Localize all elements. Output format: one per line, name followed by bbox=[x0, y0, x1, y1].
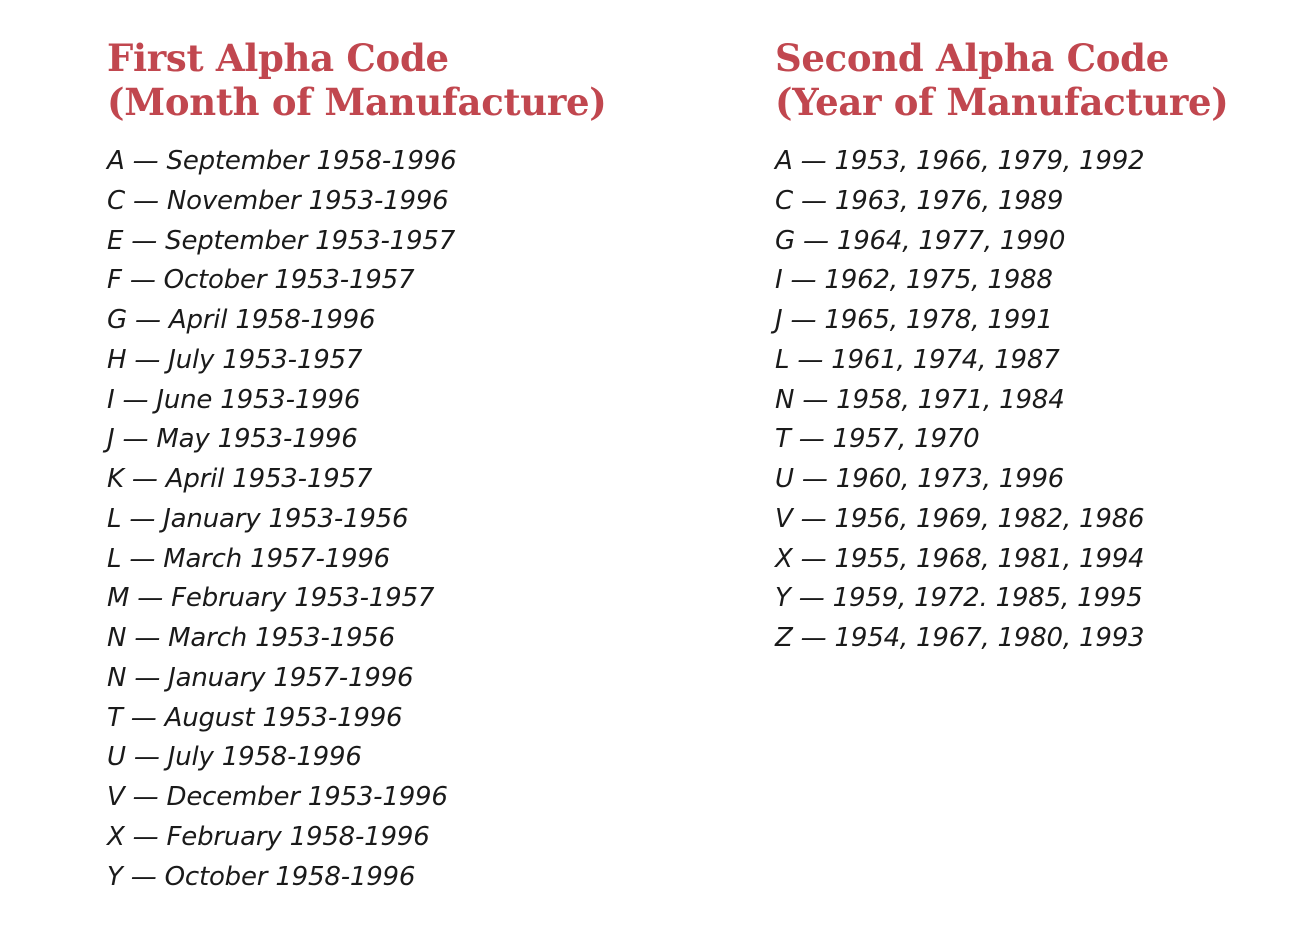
month-code-entry: L — March 1957-1996 bbox=[107, 543, 391, 574]
year-code-entry: C — 1963, 1976, 1989 bbox=[775, 185, 1064, 216]
month-code-entry: U — July 1958-1996 bbox=[107, 742, 362, 773]
month-code-heading bbox=[107, 36, 707, 124]
year-code-entry: J — 1965, 1978, 1991 bbox=[775, 305, 1053, 335]
year-code-title: Second Alpha Code bbox=[775, 36, 1169, 80]
month-code-entry: Y — October 1958-1996 bbox=[107, 861, 416, 892]
month-code-entry: I — June 1953-1996 bbox=[107, 384, 361, 415]
year-code-subtitle: (Year of Manufacture) bbox=[775, 80, 1229, 124]
year-code-list bbox=[775, 142, 1144, 659]
year-code-entry: L — 1961, 1974, 1987 bbox=[775, 344, 1060, 375]
year-code-entry: U — 1960, 1973, 1996 bbox=[775, 464, 1065, 494]
year-code-entry: G — 1964, 1977, 1990 bbox=[775, 225, 1066, 256]
month-code-entry: F — October 1953-1957 bbox=[107, 265, 415, 296]
month-code-entry: K — April 1953-1957 bbox=[107, 464, 373, 494]
year-code-heading bbox=[775, 36, 1275, 124]
month-code-subtitle: (Month of Manufacture) bbox=[107, 80, 607, 124]
month-code-entry: E — September 1953-1957 bbox=[107, 225, 456, 256]
month-code-entry: L — January 1953-1956 bbox=[107, 503, 409, 534]
month-code-title: First Alpha Code bbox=[107, 36, 449, 80]
month-code-entry: X — February 1958-1996 bbox=[107, 821, 430, 852]
month-code-list bbox=[107, 142, 456, 897]
year-code-entry: A — 1953, 1966, 1979, 1992 bbox=[775, 146, 1145, 176]
month-code-entry: T — August 1953-1996 bbox=[107, 702, 403, 733]
year-code-entry: V — 1956, 1969, 1982, 1986 bbox=[775, 503, 1145, 534]
month-code-entry: A — September 1958-1996 bbox=[107, 146, 457, 176]
month-code-entry: C — November 1953-1996 bbox=[107, 185, 449, 216]
year-code-entry: X — 1955, 1968, 1981, 1994 bbox=[775, 543, 1145, 574]
year-code-entry: Y — 1959, 1972. 1985, 1995 bbox=[775, 583, 1143, 614]
year-code-column bbox=[775, 36, 1275, 653]
month-code-entry: H — July 1953-1957 bbox=[107, 344, 363, 375]
month-code-entry: J — May 1953-1996 bbox=[107, 424, 358, 455]
year-code-entry: I — 1962, 1975, 1988 bbox=[775, 265, 1053, 296]
month-code-column bbox=[107, 36, 707, 892]
year-code-entry: N — 1958, 1971, 1984 bbox=[775, 384, 1065, 415]
month-code-entry: G — April 1958-1996 bbox=[107, 305, 376, 335]
month-code-entry: N — March 1953-1956 bbox=[107, 623, 395, 653]
month-code-entry: N — January 1957-1996 bbox=[107, 662, 414, 693]
month-code-entry: V — December 1953-1996 bbox=[107, 782, 448, 812]
year-code-entry: T — 1957, 1970 bbox=[775, 424, 980, 455]
month-code-entry: M — February 1953-1957 bbox=[107, 583, 435, 614]
year-code-entry: Z — 1954, 1967, 1980, 1993 bbox=[775, 623, 1145, 653]
